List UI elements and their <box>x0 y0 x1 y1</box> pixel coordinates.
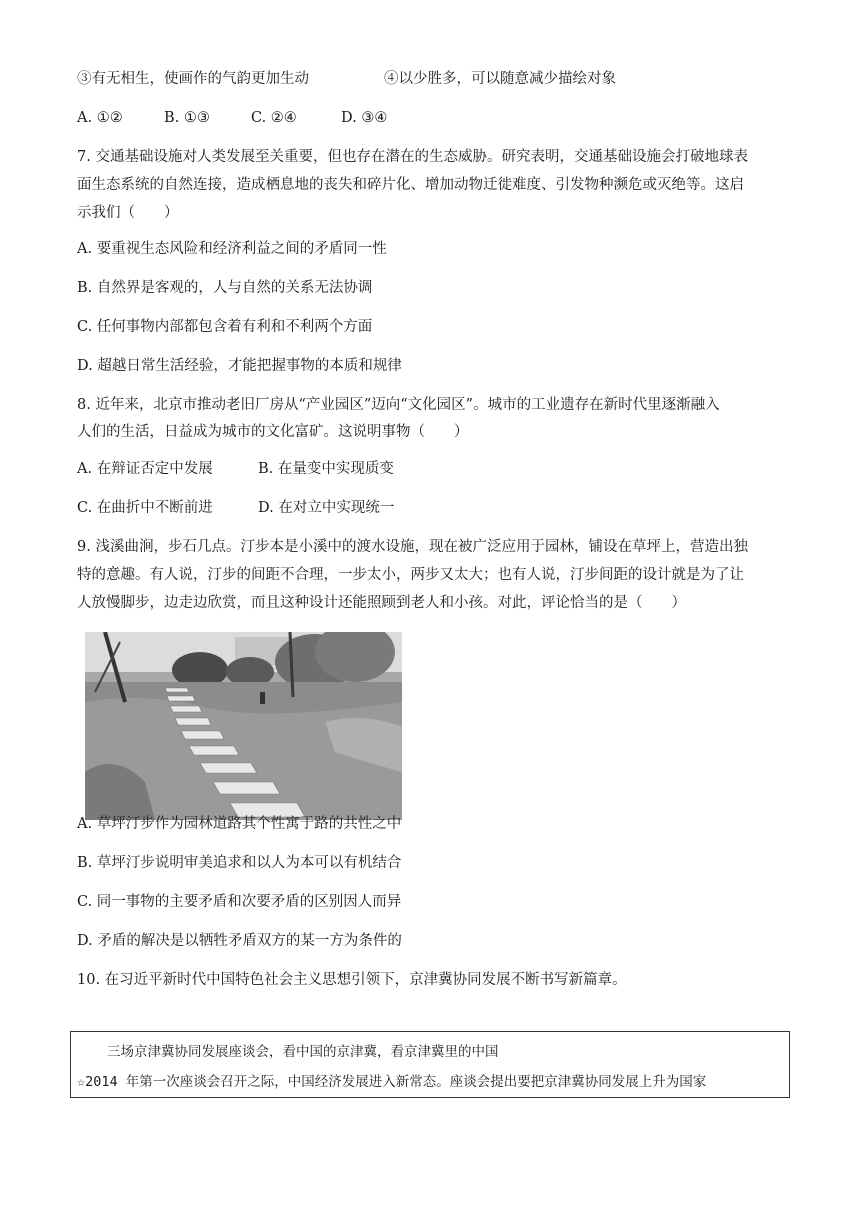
q6-option-d: D. ③④ <box>341 110 388 126</box>
q6-item-3: ③有无相生，使画作的气韵更加生动 <box>77 71 309 87</box>
q9-option-a: A. 草坪汀步作为园林道路其个性寓于路的共性之中 <box>77 816 402 832</box>
q9-stem-line-2: 特的意趣。有人说，汀步的间距不合理，一步太小，两步又太大；也有人说，汀步间距的设计就是为了让 <box>77 567 744 583</box>
q6-option-a: A. ①② <box>77 110 123 126</box>
q9-stem-line-3: 人放慢脚步，边走边欣赏，而且这种设计还能照顾到老人和小孩。对此，评论恰当的是（ ） <box>77 595 686 611</box>
q9-option-c: C. 同一事物的主要矛盾和次要矛盾的区别因人而异 <box>77 894 402 910</box>
q6-options <box>77 109 387 127</box>
q9-option-d: D. 矛盾的解决是以牺牲矛盾双方的某一方为条件的 <box>77 933 402 949</box>
q6-option-c: C. ②④ <box>251 110 297 126</box>
q6-option-b: B. ①③ <box>164 110 210 126</box>
q8-option-d: D. 在对立中实现统一 <box>258 500 395 516</box>
q7-option-d: D. 超越日常生活经验，才能把握事物的本质和规律 <box>77 358 402 374</box>
q9-stem-line-1: 9. 浅溪曲涧，步石几点。汀步本是小溪中的渡水设施，现在被广泛应用于园林，铺设在草坪上，营造出独 <box>77 539 748 555</box>
q8-stem-line-1: 8. 近年来，北京市推动老旧厂房从“产业园区”迈向“文化园区”。城市的工业遗存在新时代里逐渐融入 <box>77 397 720 413</box>
material-box-line-1: ☆2014 年第一次座谈会召开之际，中国经济发展进入新常态。座谈会提出要把京津冀协同发展上升为国家 <box>77 1074 707 1090</box>
q7-option-b: B. 自然界是客观的，人与自然的关系无法协调 <box>77 280 373 296</box>
garden-stepping-stones-photo <box>85 632 402 820</box>
q7-option-a: A. 要重视生态风险和经济利益之间的矛盾同一性 <box>77 241 387 257</box>
q8-option-b: B. 在量变中实现质变 <box>258 461 394 477</box>
q7-option-c: C. 任何事物内部都包含着有利和不利两个方面 <box>77 319 373 335</box>
q6-item-4: ④以少胜多，可以随意减少描绘对象 <box>384 71 616 87</box>
material-box-title: 三场京津冀协同发展座谈会，看中国的京津冀，看京津冀里的中国 <box>107 1044 499 1060</box>
q9-option-b: B. 草坪汀步说明审美追求和以人为本可以有机结合 <box>77 855 402 871</box>
q8-stem-line-2: 人们的生活，日益成为城市的文化富矿。这说明事物（ ） <box>77 424 469 440</box>
q8-option-a: A. 在辩证否定中发展 <box>77 461 213 477</box>
q7-stem-line-1: 7. 交通基础设施对人类发展至关重要，但也存在潜在的生态威胁。研究表明，交通基础设施会打破地球表 <box>77 149 748 165</box>
q7-stem-line-3: 示我们（ ） <box>77 205 179 221</box>
q10-stem-line-1: 10. 在习近平新时代中国特色社会主义思想引领下，京津冀协同发展不断书写新篇章。 <box>77 972 627 988</box>
q7-stem-line-2: 面生态系统的自然连接，造成栖息地的丧失和碎片化、增加动物迁徙难度、引发物种濒危或灭绝等。这启 <box>77 177 744 193</box>
material-box <box>70 1031 790 1098</box>
q8-option-c: C. 在曲折中不断前进 <box>77 500 213 516</box>
